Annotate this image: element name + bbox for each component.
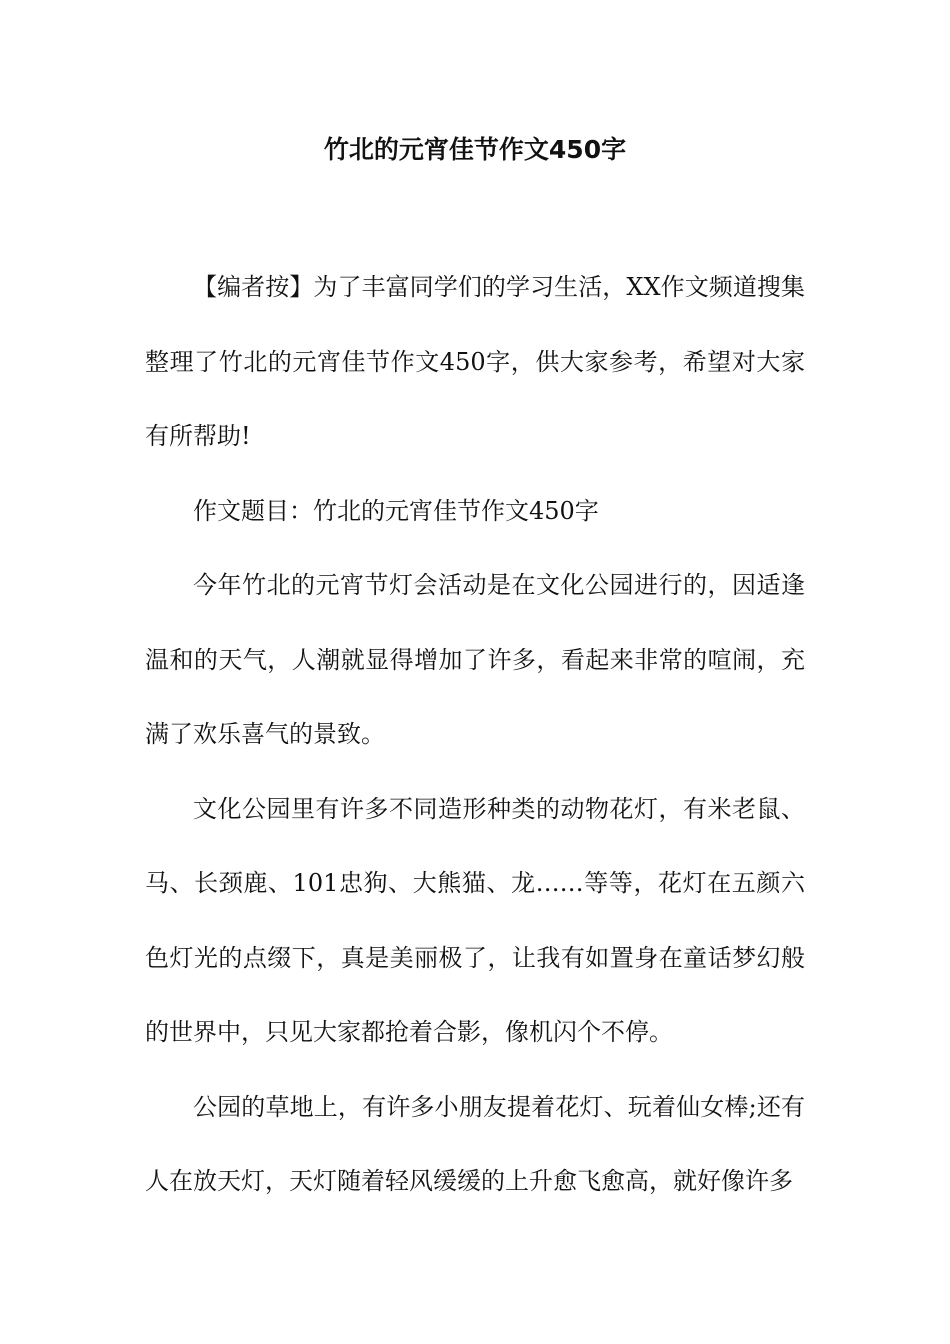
paragraph-essay-topic: 作文题目：竹北的元宵佳节作文450字 (193, 496, 599, 525)
paragraph-lawn: 公园的草地上，有许多小朋友提着花灯、玩着仙女棒;还有人在放天灯，天灯随着轻风缓缓的上升愈飞愈高，就好像许多 (145, 1092, 805, 1195)
paragraph-editor-note: 【编者按】为了丰富同学们的学习生活，XX作文频道搜集整理了竹北的元宵佳节作文450字，供大家参考，希望对大家有所帮助! (145, 273, 805, 450)
document-title: 竹北的元宵佳节作文450字 (323, 135, 627, 164)
paragraph-lanterns: 文化公园里有许多不同造形种类的动物花灯，有米老鼠、马、长颈鹿、101忠狗、大熊猫、龙……等等，花灯在五颜六色灯光的点缀下，真是美丽极了，让我有如置身在童话梦幻般的世界中，只见大家都抢着合影，像机闪个不停。 (145, 794, 805, 1046)
document-body (145, 250, 805, 1219)
paragraph-intro: 今年竹北的元宵节灯会活动是在文化公园进行的，因适逢温和的天气，人潮就显得增加了许多，看起来非常的喧闹，充满了欢乐喜气的景致。 (145, 571, 805, 748)
